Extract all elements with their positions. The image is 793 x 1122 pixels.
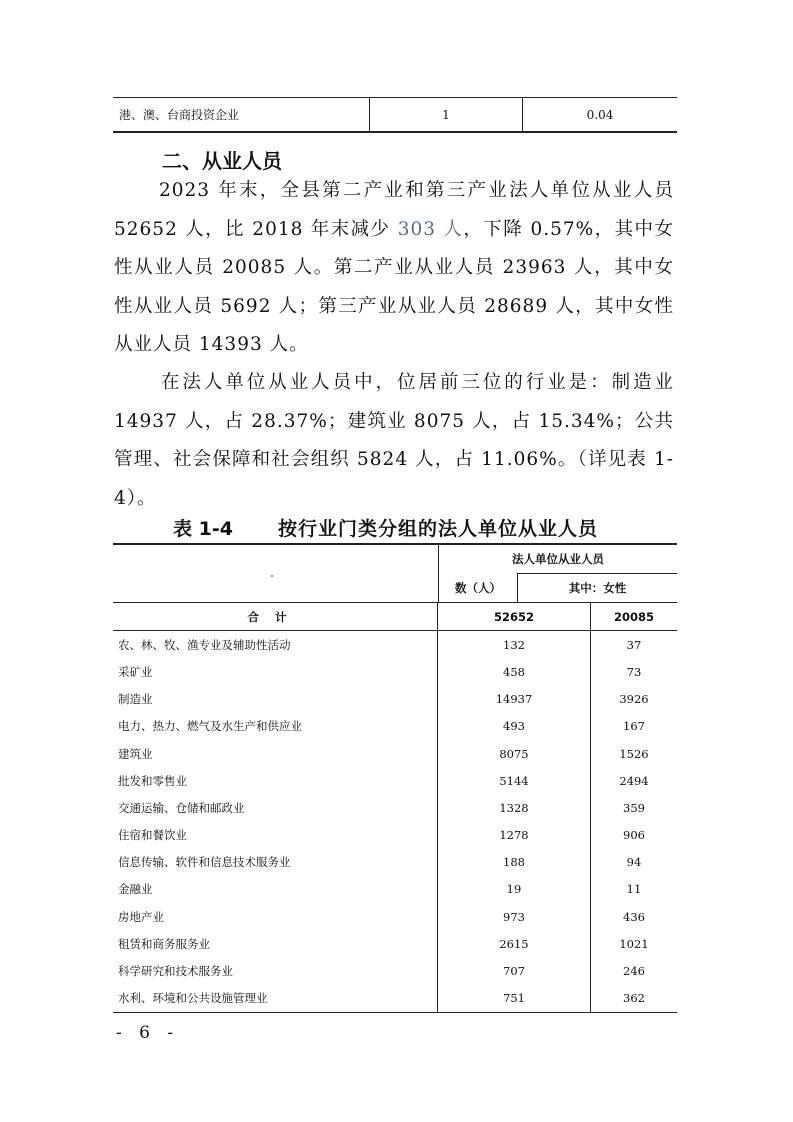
female-count: 906 xyxy=(623,828,645,843)
employee-count: 1328 xyxy=(438,794,591,821)
paragraph-text: 在法人单位从业人员中，位居前三位的行业是：制造业 14937 人，占 28.37%；建筑业 8075 人，占 15.34%；公共管理、社会保障和社会组织 5824 人，占 11.06%。（详见表 1-4）。 xyxy=(114,372,674,509)
paragraph-top-industries xyxy=(114,364,674,518)
female-count: 246 xyxy=(623,964,645,979)
header-sub xyxy=(439,573,677,602)
employee-count: 188 xyxy=(438,849,591,876)
table-row xyxy=(113,822,677,849)
highlight-text: 303 人 xyxy=(397,218,464,240)
employee-count: 707 xyxy=(438,957,591,984)
paragraph-employment xyxy=(114,172,674,365)
employee-count: 14937 xyxy=(438,686,591,713)
header-group-label: 法人单位从业人员 xyxy=(512,552,604,566)
industry-label: 农、林、牧、渔专业及辅助性活动 xyxy=(113,631,438,658)
employee-count: 1278 xyxy=(438,822,591,849)
total-row xyxy=(113,603,677,631)
total-label: 合计 xyxy=(113,603,438,630)
table-row xyxy=(113,876,677,903)
row-percent: 0.04 xyxy=(586,107,614,122)
employee-count: 973 xyxy=(438,903,591,930)
table-row xyxy=(113,930,677,957)
industry-label: 交通运输、仓储和邮政业 xyxy=(113,794,438,821)
female-count: 1526 xyxy=(619,746,649,761)
table-row xyxy=(113,767,677,794)
industry-employment-table xyxy=(113,543,677,1013)
industry-label: 建筑业 xyxy=(113,740,438,767)
industry-label: 采矿业 xyxy=(113,658,438,685)
industry-label: 住宿和餐饮业 xyxy=(113,822,438,849)
header-industry-cell xyxy=(113,545,439,602)
industry-label: 房地产业 xyxy=(113,903,438,930)
paragraph-text: ，下降 0.57%，其中女性从业人员 20085 人。第二产业从业人员 23963 人，其中女性从业人员 5692 人；第三产业从业人员 28689 人，其中女性从业人员 14393 人。 xyxy=(114,218,674,355)
table-row xyxy=(113,98,677,131)
header-values xyxy=(439,545,677,602)
row-count: 1 xyxy=(370,98,523,131)
employee-count: 458 xyxy=(438,658,591,685)
female-count: 362 xyxy=(623,991,645,1006)
table-row xyxy=(113,658,677,685)
header-total-label: 数（人） xyxy=(455,580,501,595)
table-row xyxy=(113,903,677,930)
employee-count: 8075 xyxy=(438,740,591,767)
table-row xyxy=(113,849,677,876)
table-row xyxy=(113,713,677,740)
female-count: 37 xyxy=(626,637,642,652)
employee-count: 493 xyxy=(438,713,591,740)
decorative-dot xyxy=(271,575,273,577)
continuation-table xyxy=(113,97,677,133)
section-title: 二、从业人员 xyxy=(162,149,282,173)
table-row xyxy=(113,686,677,713)
industry-label: 批发和零售业 xyxy=(113,767,438,794)
female-count: 2494 xyxy=(619,773,649,788)
table-row xyxy=(113,794,677,821)
header-female-label: 其中：女性 xyxy=(517,573,677,602)
total-female-value: 20085 xyxy=(613,609,654,624)
paragraph-text: 2023 年末，全县第二产业和第三产业法人单位从业人员 52652 人，比 2018 年末减少 xyxy=(114,180,674,240)
total-value: 52652 xyxy=(438,603,591,630)
female-count: 1021 xyxy=(619,936,649,951)
industry-label: 水利、环境和公共设施管理业 xyxy=(113,985,438,1012)
female-count: 73 xyxy=(626,664,642,679)
table-header xyxy=(113,545,677,603)
table-row xyxy=(113,985,677,1012)
table-number: 表 1-4 xyxy=(173,518,233,540)
table-body xyxy=(113,631,677,1012)
female-count: 11 xyxy=(626,882,642,897)
female-count: 359 xyxy=(623,800,645,815)
table-caption xyxy=(113,514,677,544)
table-row xyxy=(113,740,677,767)
employee-count: 751 xyxy=(438,985,591,1012)
table-row xyxy=(113,631,677,658)
industry-label: 租赁和商务服务业 xyxy=(113,930,438,957)
employee-count: 2615 xyxy=(438,930,591,957)
employee-count: 5144 xyxy=(438,767,591,794)
row-label: 港、澳、台商投资企业 xyxy=(113,98,370,131)
industry-label: 信息传输、软件和信息技术服务业 xyxy=(113,849,438,876)
table-row xyxy=(113,957,677,984)
employee-count: 19 xyxy=(438,876,591,903)
female-count: 3926 xyxy=(619,692,649,707)
page-number: - 6 - xyxy=(116,1023,180,1043)
table-title: 按行业门类分组的法人单位从业人员 xyxy=(278,518,599,540)
industry-label: 金融业 xyxy=(113,876,438,903)
employee-count: 132 xyxy=(438,631,591,658)
female-count: 436 xyxy=(623,909,645,924)
industry-label: 科学研究和技术服务业 xyxy=(113,957,438,984)
female-count: 94 xyxy=(626,855,642,870)
industry-label: 电力、热力、燃气及水生产和供应业 xyxy=(113,713,438,740)
female-count: 167 xyxy=(623,719,645,734)
industry-label: 制造业 xyxy=(113,686,438,713)
